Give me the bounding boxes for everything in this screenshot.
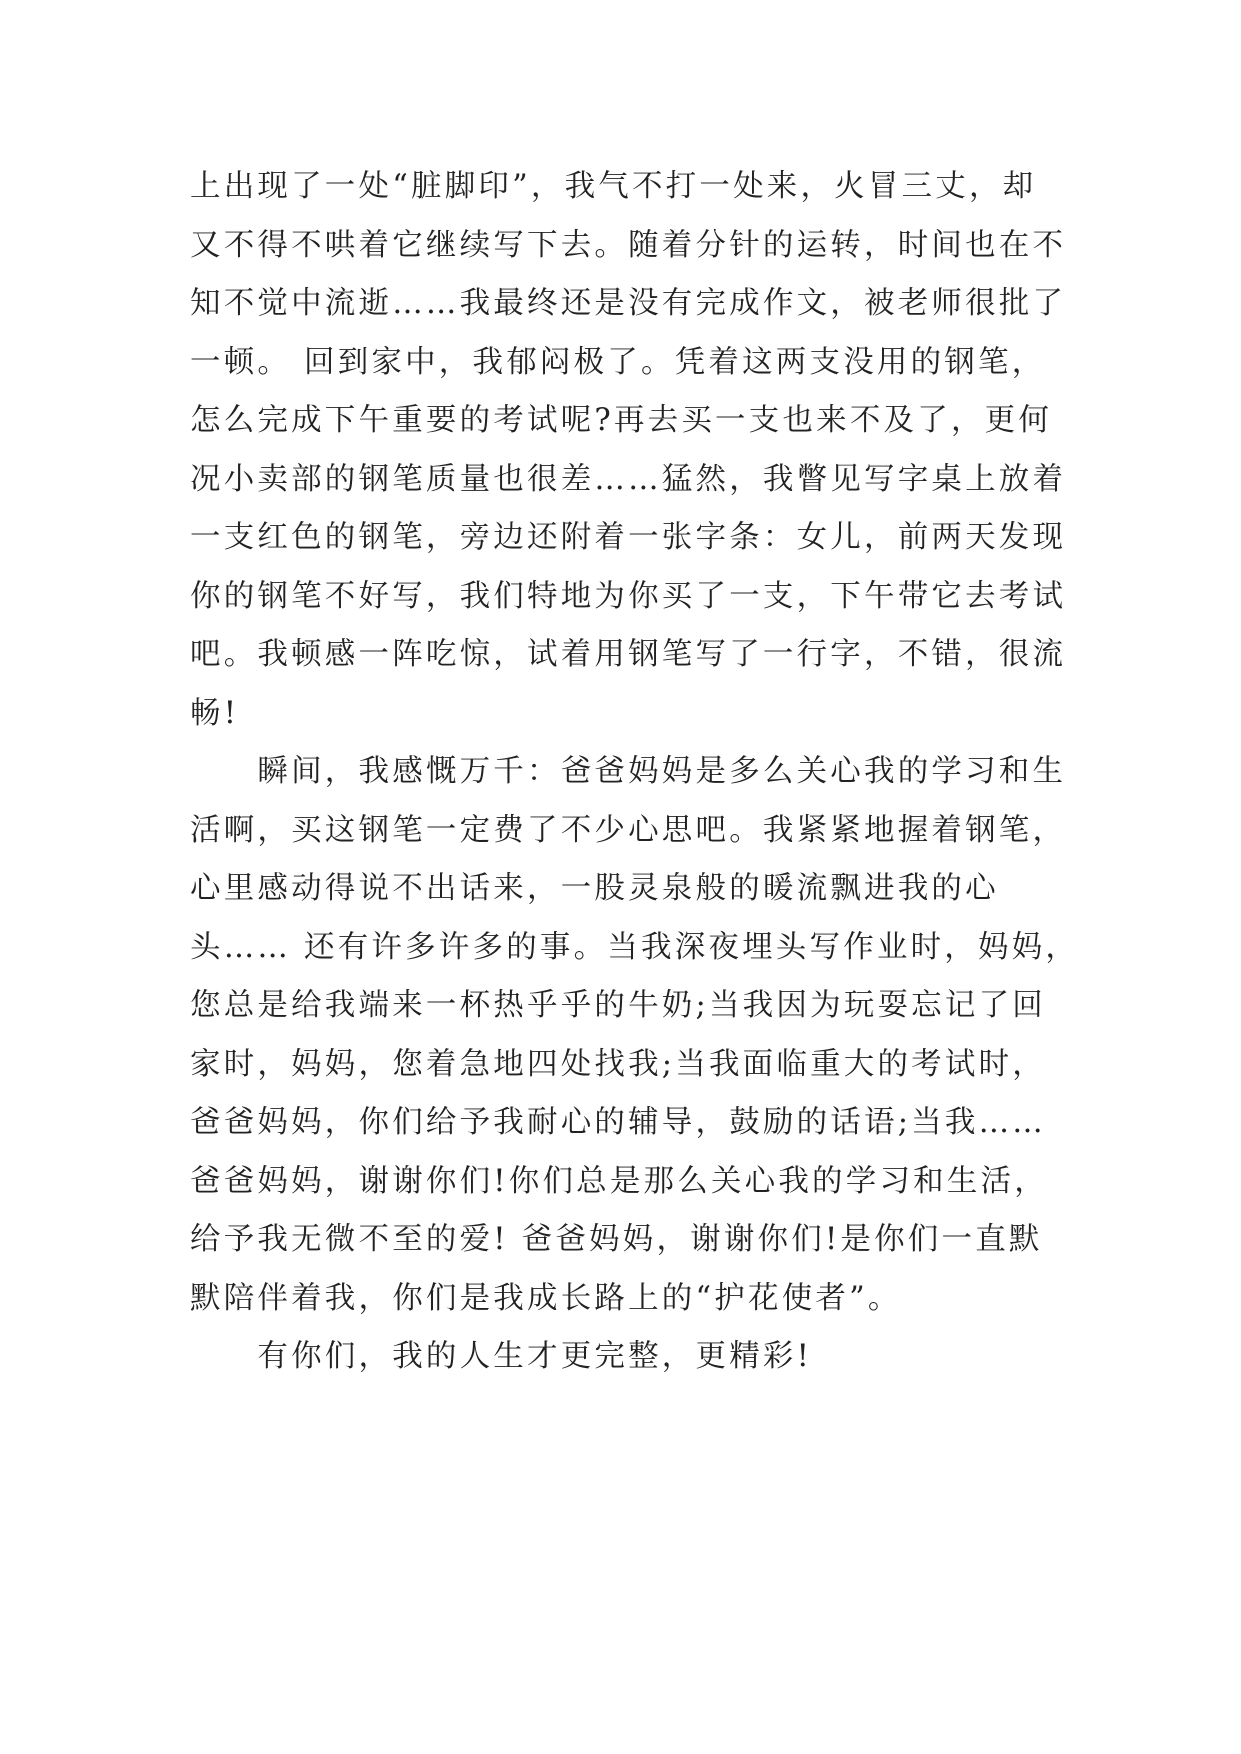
text-line: 给予我无微不至的爱! 爸爸妈妈，谢谢你们!是你们一直默 — [190, 1222, 1043, 1257]
text-line: 爸爸妈妈，谢谢你们!你们总是那么关心我的学习和生活， — [190, 1163, 1048, 1199]
text-line: 有你们，我的人生才更完整，更精彩! — [190, 1339, 813, 1374]
text-line: 家时，妈妈，您着急地四处找我;当我面临重大的考试时， — [190, 1046, 1046, 1082]
text-line: 怎么完成下午重要的考试呢?再去买一支也来不及了，更何 — [190, 403, 1053, 438]
text-line: 畅! — [190, 695, 240, 731]
text-line: 你的钢笔不好写，我们特地为你买了一支，下午带它去考试 — [190, 578, 1067, 614]
text-line: 况小卖部的钢笔质量也很差……猛然，我瞥见写字桌上放着 — [190, 461, 1067, 497]
text-line: 又不得不哄着它继续写下去。随着分针的运转，时间也在不 — [190, 227, 1067, 263]
text-line: 吧。我顿感一阵吃惊，试着用钢笔写了一行字，不错，很流 — [190, 637, 1067, 672]
text-line: 一顿。 回到家中，我郁闷极了。凭着这两支没用的钢笔， — [190, 344, 1046, 380]
text-line: 头…… 还有许多许多的事。当我深夜埋头写作业时，妈妈， — [190, 929, 1080, 965]
text-line: 您总是给我端来一杯热乎乎的牛奶;当我因为玩耍忘记了回 — [190, 988, 1046, 1023]
text-line: 瞬间，我感慨万千：爸爸妈妈是多么关心我的学习和生 — [190, 754, 1067, 789]
text-line: 默陪伴着我，你们是我成长路上的“护花使者”。 — [190, 1280, 902, 1316]
text-line: 一支红色的钢笔，旁边还附着一张字条：女儿，前两天发现 — [190, 520, 1067, 555]
text-line: 活啊，买这钢笔一定费了不少心思吧。我紧紧地握着钢笔， — [190, 812, 1067, 848]
text-line: 心里感动得说不出话来，一股灵泉般的暖流飘进我的心 — [190, 871, 999, 906]
text-line: 上出现了一处“脏脚印”，我气不打一处来，火冒三丈，却 — [190, 169, 1037, 204]
text-line: 爸爸妈妈，你们给予我耐心的辅导，鼓励的话语;当我…… — [190, 1105, 1046, 1140]
text-line: 知不觉中流逝……我最终还是没有完成作文，被老师很批了 — [190, 286, 1067, 321]
essay-body — [190, 158, 1080, 1387]
